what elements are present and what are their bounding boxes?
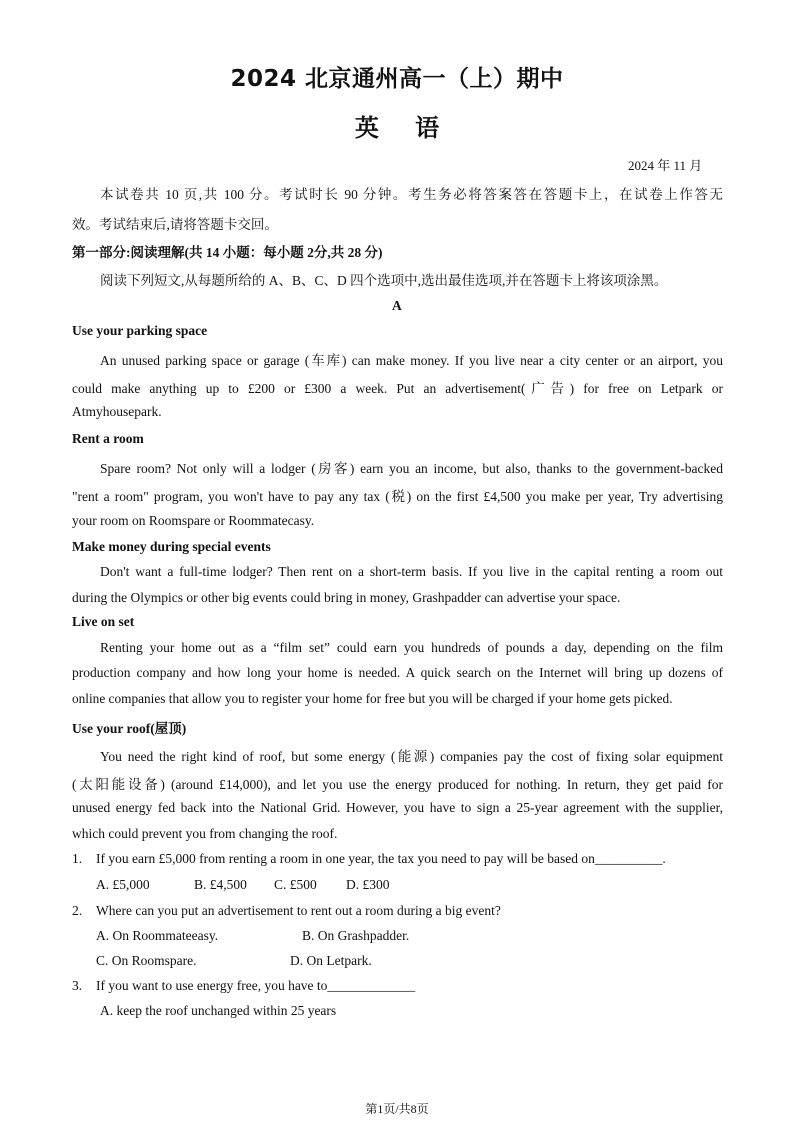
question-stem: Where can you put an advertisement to rent out a room during a big event?: [96, 903, 501, 918]
option-c: C. On Roomspare.: [96, 953, 197, 968]
rent-room-line-2: "rent a room" program, you won't have to pay any tax (税) on the first £4,500 you make per year, Try advertising: [72, 489, 723, 504]
question-stem: If you earn £5,000 from renting a room in one year, the tax you need to pay will be based on__________.: [96, 851, 666, 866]
exam-title: 2024 北京通州高一（上）期中: [230, 66, 564, 92]
question-stem: If you want to use energy free, you have to_____________: [96, 978, 416, 993]
roof-line-1: You need the right kind of roof, but some energy (能源) companies pay the cost of fixing solar equipment: [100, 749, 723, 764]
events-line-1: Don't want a full-time lodger? Then rent on a short-term basis. If you live in the capital renting a room out: [100, 564, 723, 579]
question-number: 2.: [72, 903, 83, 918]
part1-heading: 第一部分:阅读理解(共 14 小题：每小题 2分,共 28 分): [72, 245, 383, 260]
option-b: B. £4,500: [194, 877, 247, 892]
question-number: 1.: [72, 851, 83, 866]
intro-line-1: 本试卷共 10 页,共 100 分。考试时长 90 分钟。考生务必将答案答在答题卡上，在试卷上作答无: [100, 187, 723, 202]
question-number: 3.: [72, 978, 83, 993]
section-heading-film-set: Live on set: [72, 614, 135, 629]
roof-line-2: (太阳能设备) (around £14,000), and let you use the energy produced for nothing. In return, they get paid for: [72, 777, 723, 792]
option-c: C. £500: [274, 877, 317, 892]
subject-title: 英 语: [354, 114, 440, 142]
roof-line-4: which could prevent you from changing the roof.: [72, 826, 338, 841]
option-a: A. keep the roof unchanged within 25 years: [100, 1003, 337, 1018]
option-d: D. £300: [346, 877, 390, 892]
option-b: B. On Grashpadder.: [302, 928, 410, 943]
events-line-2: during the Olympics or other big events could bring in money, Grashpadder can advertise your space.: [72, 590, 621, 605]
rent-room-line-3: your room on Roomspare or Roommatecasy.: [72, 513, 315, 528]
parking-line-2: could make anything up to £200 or £300 a week. Put an advertisement(广告) for free on Letpark or: [72, 381, 723, 396]
part1-instruction: 阅读下列短文,从每题所给的 A、B、C、D 四个选项中,选出最佳选项,并在答题卡上将该项涂黑。: [100, 273, 668, 288]
exam-date: 2024 年 11 月: [628, 158, 703, 173]
section-heading-roof: Use your roof(屋顶): [72, 721, 187, 736]
intro-line-2: 效。考试结束后,请将答题卡交回。: [72, 217, 278, 232]
film-set-line-3: online companies that allow you to register your home for free but you will be charged if your home gets picked.: [72, 691, 673, 706]
page-number: 第1页/共8页: [365, 1102, 429, 1116]
film-set-line-1: Renting your home out as a “film set” could earn you hundreds of pounds a day, depending on the film: [100, 640, 723, 655]
option-a: A. £5,000: [96, 877, 150, 892]
section-heading-rent-room: Rent a room: [72, 431, 144, 446]
parking-line-3: Atmyhousepark.: [72, 404, 162, 419]
option-d: D. On Letpark.: [290, 953, 372, 968]
passage-label: A: [392, 298, 402, 313]
option-a: A. On Roommateeasy.: [96, 928, 219, 943]
section-heading-parking: Use your parking space: [72, 323, 208, 338]
parking-line-1: An unused parking space or garage (车库) can make money. If you live near a city center or an airport, you: [100, 353, 723, 368]
section-heading-events: Make money during special events: [72, 539, 271, 554]
rent-room-line-1: Spare room? Not only will a lodger (房客) earn you an income, but also, thanks to the government-backed: [100, 461, 723, 476]
roof-line-3: unused energy fed back into the National Grid. However, you have to sign a 25-year agreement with the supplier,: [72, 800, 723, 815]
film-set-line-2: production company and how long your home is needed. A quick search on the Internet will bring up dozens of: [72, 665, 723, 680]
